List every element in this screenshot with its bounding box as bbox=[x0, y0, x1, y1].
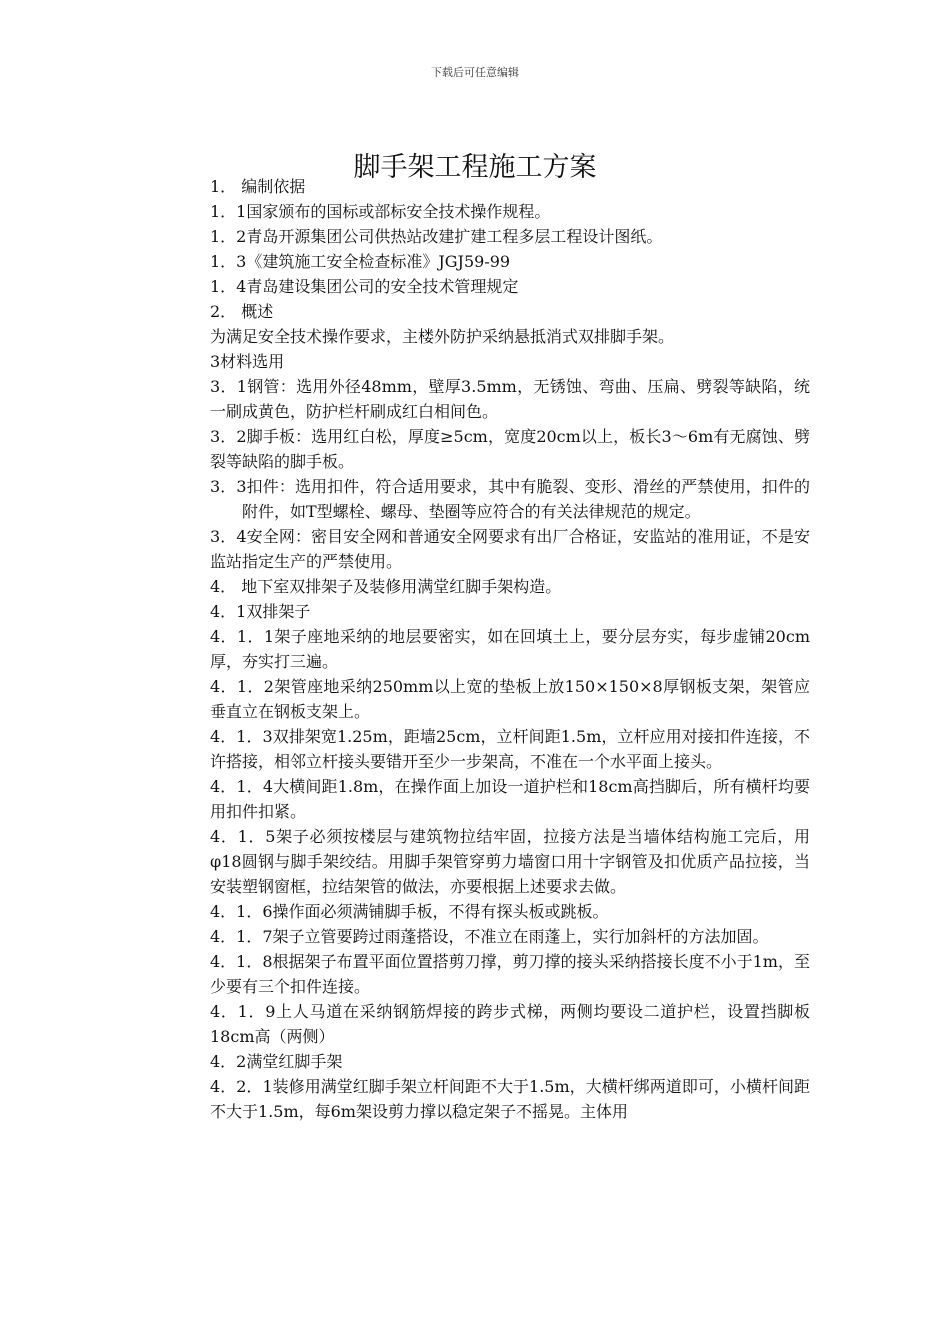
paragraph: 3．4安全网：密目安全网和普通安全网要求有出厂合格证，安监站的准用证，不是安监站指定生产的严禁使用。 bbox=[210, 527, 810, 571]
paragraph: 2． 概述 bbox=[210, 302, 274, 321]
paragraph: 3．2脚手板：选用红白松，厚度≥5cm，宽度20cm以上，板长3～6m有无腐蚀、劈裂等缺陷的脚手板。 bbox=[210, 427, 810, 471]
paragraph: 3材料选用 bbox=[210, 352, 285, 371]
paragraph: 1． 编制依据 bbox=[210, 177, 306, 196]
paragraph: 4．2满堂红脚手架 bbox=[210, 1052, 343, 1071]
document-title: 脚手架工程施工方案 bbox=[353, 152, 597, 184]
paragraph: 4．2．1装修用满堂红脚手架立杆间距不大于1.5m，大横杆绑两道即可，小横杆间距不大于1.5m，每6m架设剪力撑以稳定架子不摇晃。主体用 bbox=[210, 1077, 810, 1121]
paragraph: 4．1．3双排架宽1.25m，距墙25cm，立杆间距1.5m，立杆应用对接扣件连接，不许搭接，相邻立杆接头要错开至少一步架高，不准在一个水平面上接头。 bbox=[210, 727, 810, 771]
page-header-note: 下载后可任意编辑 bbox=[431, 66, 519, 79]
paragraph: 4．1．8根据架子布置平面位置搭剪刀撑，剪刀撑的接头采纳搭接长度不小于1m，至少要有三个扣件连接。 bbox=[210, 952, 810, 996]
paragraph: 4．1．2架管座地采纳250mm以上宽的垫板上放150×150×8厚钢板支架，架管应垂直立在钢板支架上。 bbox=[210, 677, 810, 721]
paragraph: 1．4青岛建设集团公司的安全技术管理规定 bbox=[210, 277, 519, 296]
paragraph: 3．3扣件：选用扣件，符合适用要求，其中有脆裂、变形、滑丝的严禁使用，扣件的附件，如T型螺栓、螺母、垫圈等应符合的有关法律规范的规定。 bbox=[210, 477, 810, 521]
paragraph: 1．1国家颁布的国标或部标安全技术操作规程。 bbox=[210, 202, 551, 221]
paragraph: 4．1．6操作面必须满铺脚手板，不得有探头板或跳板。 bbox=[210, 902, 609, 921]
paragraph: 1．3《建筑施工安全检查标准》JGJ59-99 bbox=[210, 252, 511, 271]
paragraph: 4．1．1架子座地采纳的地层要密实，如在回填土上，要分层夯实，每步虚铺20cm厚，夯实打三遍。 bbox=[210, 627, 810, 671]
paragraph: 1．2青岛开源集团公司供热站改建扩建工程多层工程设计图纸。 bbox=[210, 227, 663, 246]
paragraph: 4．1．4大横间距1.8m，在操作面上加设一道护栏和18cm高挡脚后，所有横杆均要用扣件扣紧。 bbox=[210, 777, 810, 821]
paragraph: 4．1．5架子必须按楼层与建筑物拉结牢固，拉接方法是当墙体结构施工完后，用φ18圆钢与脚手架绞结。用脚手架管穿剪力墙窗口用十字钢管及扣优质产品拉接，当安装塑钢窗框，拉结架管的做法，亦要根据上述要求去做。 bbox=[210, 827, 810, 896]
document-body bbox=[210, 174, 810, 1124]
paragraph: 4．1双排架子 bbox=[210, 602, 311, 621]
paragraph: 3．1钢管：选用外径48mm，壁厚3.5mm，无锈蚀、弯曲、压扁、劈裂等缺陷，统一刷成黄色，防护栏杆刷成红白相间色。 bbox=[210, 377, 810, 421]
paragraph: 4．1．9上人马道在采纳钢筋焊接的跨步式梯，两侧均要设二道护栏，设置挡脚板18cm高（两侧） bbox=[210, 1002, 810, 1046]
paragraph: 4． 地下室双排架子及装修用满堂红脚手架构造。 bbox=[210, 577, 562, 596]
paragraph: 为满足安全技术操作要求，主楼外防护采纳悬抵消式双排脚手架。 bbox=[210, 327, 675, 346]
paragraph: 4．1．7架子立管要跨过雨蓬搭设，不准立在雨蓬上，实行加斜杆的方法加固。 bbox=[210, 927, 769, 946]
